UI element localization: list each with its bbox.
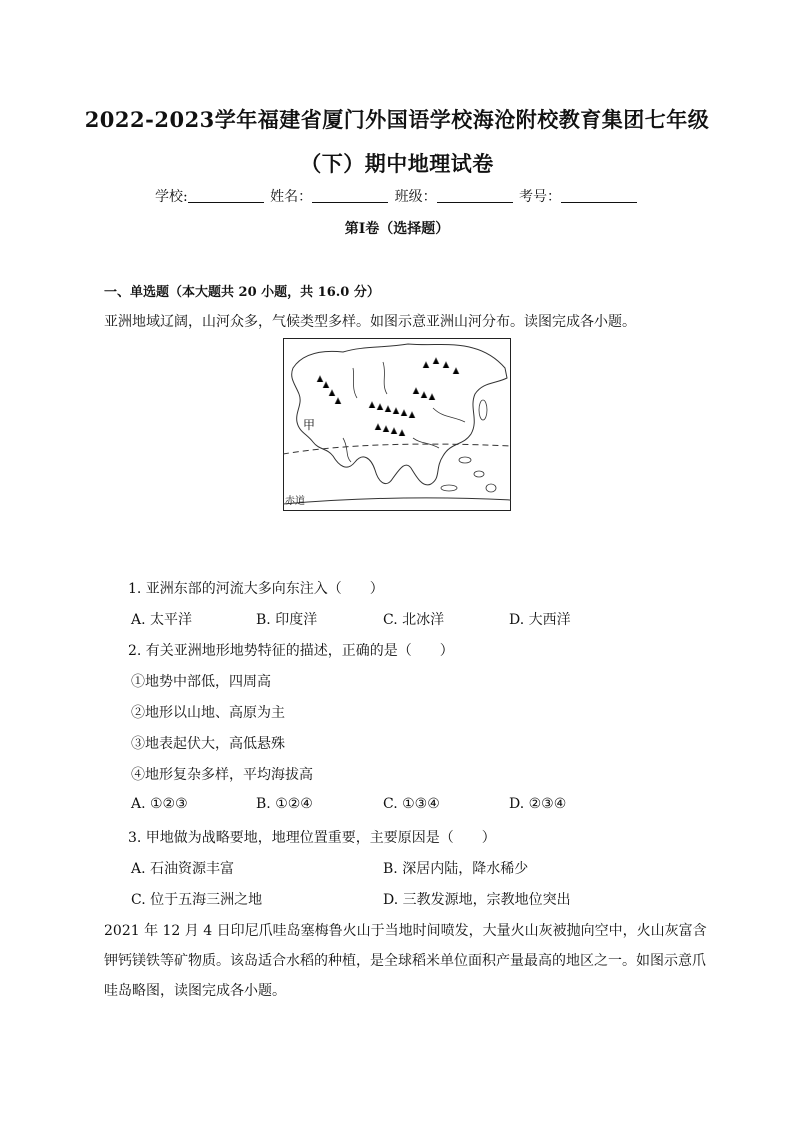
doc-title-line1: 2022-2023学年福建省厦门外国语学校海沧附校教育集团七年级 <box>84 107 710 132</box>
doc-title-line2: （下）期中地理试卷 <box>300 151 494 176</box>
name-blank[interactable] <box>312 188 388 203</box>
q3-option-b[interactable]: B. 深居内陆，降水稀少 <box>383 861 529 877</box>
intro-paragraph-1: 亚洲地域辽阔，山河众多，气候类型多样。如图示意亚洲山河分布。读图完成各小题。 <box>104 314 636 330</box>
map-label-equator: 赤道 <box>285 496 305 507</box>
class-label: 班级： <box>394 189 437 205</box>
q1-option-d[interactable]: D. 大西洋 <box>509 612 571 628</box>
asia-map <box>283 338 511 511</box>
intro-paragraph-2: 2021 年 12 月 4 日印尼爪哇岛塞梅鲁火山于当地时间喷发，大量火山灰被抛向空中，火山灰富含钾钙镁铁等矿物质。该岛适合水稻的种植，是全球稻米单位面积产量最高的地区之一。如图示意爪哇岛略图，读图完成各小题。 <box>104 923 707 999</box>
q2-statement-2: ②地形以山地、高原为主 <box>131 705 285 721</box>
q1-option-c[interactable]: C. 北冰洋 <box>383 612 445 628</box>
q3-option-d[interactable]: D. 三教发源地，宗教地位突出 <box>383 892 571 908</box>
q1-option-a[interactable]: A. 太平洋 <box>131 612 193 628</box>
q2-option-d[interactable]: D. ②③④ <box>509 796 567 812</box>
q3-option-c[interactable]: C. 位于五海三洲之地 <box>131 892 263 908</box>
q1-option-b[interactable]: B. 印度洋 <box>256 612 318 628</box>
q2-statement-4: ④地形复杂多样，平均海拔高 <box>131 767 313 783</box>
q2-statement-1: ①地势中部低，四周高 <box>131 674 271 690</box>
q3-stem: 3. 甲地做为战略要地，地理位置重要，主要原因是（ ） <box>128 830 496 846</box>
number-label: 考号： <box>519 189 562 205</box>
name-label: 姓名： <box>270 189 313 205</box>
section-heading: 一、单选题（本大题共 20 小题，共 16.0 分） <box>104 285 380 300</box>
q2-option-b[interactable]: B. ①②④ <box>256 796 313 812</box>
q2-option-c[interactable]: C. ①③④ <box>383 796 440 812</box>
student-info-line <box>0 186 794 206</box>
class-blank[interactable] <box>437 188 513 203</box>
school-label: 学校: <box>154 189 188 205</box>
q2-statement-3: ③地表起伏大，高低悬殊 <box>131 736 285 752</box>
volume-heading: 第I卷（选择题） <box>344 221 450 237</box>
map-label-jia: 甲 <box>303 418 316 432</box>
school-blank[interactable] <box>188 188 264 203</box>
q1-stem: 1. 亚洲东部的河流大多向东注入（ ） <box>128 581 384 597</box>
q2-option-a[interactable]: A. ①②③ <box>131 796 188 812</box>
number-blank[interactable] <box>561 188 637 203</box>
q3-option-a[interactable]: A. 石油资源丰富 <box>131 861 235 877</box>
q2-stem: 2. 有关亚洲地形地势特征的描述，正确的是（ ） <box>128 643 454 659</box>
